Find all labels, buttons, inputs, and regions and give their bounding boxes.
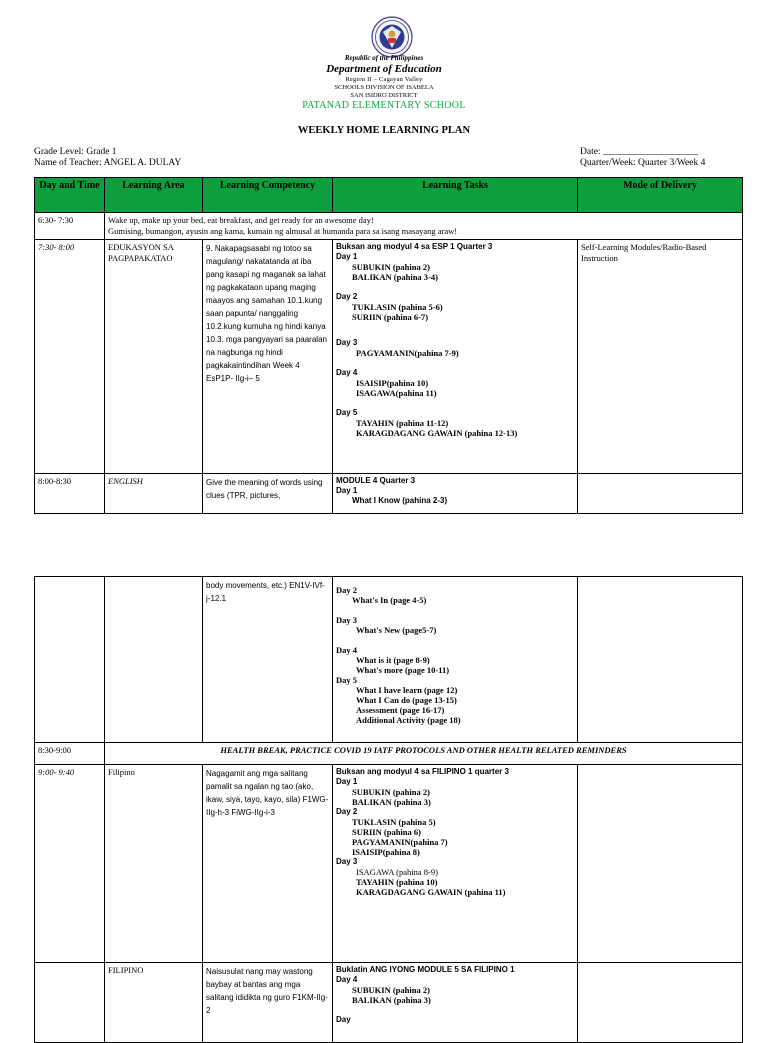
table-header-row: [35, 178, 743, 213]
table-row: [35, 240, 743, 474]
task-item: SURIIN (pahina 6-7): [352, 312, 429, 322]
row-time: 6:30- 7:30: [35, 213, 105, 240]
task-day: Day 5: [336, 408, 358, 417]
task-item: SURIIN (pahina 6): [352, 827, 421, 837]
row-competency: Give the meaning of words using clues (TPR, pictures,: [203, 474, 333, 514]
task-item: Additional Activity (page 18): [356, 715, 461, 725]
deped-seal-icon: [371, 16, 413, 58]
task-intro: Buklatin ANG IYONG MODULE 5 SA FILIPINO 1: [336, 965, 515, 974]
task-item: What I have learn (page 12): [356, 685, 458, 695]
teacher-name: Name of Teacher: ANGEL A. DULAY: [34, 158, 182, 168]
health-break-text: HEALTH BREAK, PRACTICE COVID 19 IATF PROTOCOLS AND OTHER HEALTH RELATED REMINDERS: [105, 743, 743, 765]
row-competency: Nagagamit ang mga salitang pamalit sa ngalan ng tao (ako, ikaw, siya, tayo, kayo, sila) F1WG-IIg-h-3 FiWG-IIg-i-3: [203, 765, 333, 963]
header-mode-of-delivery: Mode of Delivery: [578, 178, 743, 213]
row-delivery: Self-Learning Modules/Radio-Based Instruction: [578, 240, 743, 474]
row-tasks: [333, 474, 578, 514]
row-competency: 9. Nakapagsasabi ng totoo sa magulang/ nakatatanda at iba pang kasapi ng maganak sa lahat ng pagkakataon upang maging maayos ang samahan 10.1.kung saan papunta/ nanggaling 10.2.kung kumuha ng hindi kanya 10.3. mga pangyayari sa paaralan na nagbunga ng hindi pagkakaintindihan Week 4 EsP1P- IIg-i– 5: [203, 240, 333, 474]
task-item: Assessment (page 16-17): [356, 705, 445, 715]
row-delivery: [578, 765, 743, 963]
row-time: 8:30-9:00: [35, 743, 105, 765]
task-item: What's more (page 10-11): [356, 665, 450, 675]
row-area: ENGLISH: [105, 474, 203, 514]
table-row: [35, 963, 743, 1043]
row-area: EDUKASYON SA PAGPAPAKATAO: [105, 240, 203, 474]
task-item: BALIKAN (pahina 3): [352, 797, 431, 807]
page-title: WEEKLY HOME LEARNING PLAN: [297, 125, 471, 136]
district-label: SAN ISIDRO DISTRICT: [350, 92, 418, 99]
row-time: 8:00-8:30: [35, 474, 105, 514]
task-day: Day 3: [336, 338, 358, 347]
task-item: PAGYAMANIN(pahina 7-9): [356, 348, 459, 358]
task-item: ISAISIP(pahina 8): [352, 847, 420, 857]
task-item: ISAGAWA(pahina 11): [356, 388, 437, 398]
task-item: SUBUKIN (pahina 2): [352, 262, 430, 272]
task-item: What's In (page 4-5): [352, 595, 427, 605]
task-item: TAYAHIN (pahina 10): [356, 877, 438, 887]
task-day: Day 1: [336, 777, 358, 786]
task-day: Day 2: [336, 292, 358, 301]
header-learning-area: Learning Area: [105, 178, 203, 213]
row-delivery: [578, 474, 743, 514]
task-item: What is it (page 8-9): [356, 655, 430, 665]
task-intro: Buksan ang modyul 4 sa FILIPINO 1 quarter 3: [336, 767, 509, 776]
row-competency: body movements, etc.) EN1V-IVf-j-12.1: [203, 577, 333, 743]
table-row: [35, 765, 743, 963]
header-learning-tasks: Learning Tasks: [333, 178, 578, 213]
row-tasks: [333, 963, 578, 1043]
health-break-row: [35, 743, 743, 765]
task-item: SUBUKIN (pahina 2): [352, 985, 430, 995]
row-time: 7:30- 8:00: [35, 240, 105, 474]
task-item: What I Know (pahina 2-3): [352, 496, 448, 505]
row-area: [105, 577, 203, 743]
task-item: KARAGDAGANG GAWAIN (pahina 12-13): [356, 428, 518, 438]
department-label: Department of Education: [326, 63, 442, 75]
task-day: Day 4: [336, 975, 358, 984]
task-item: What I Can do (page 13-15): [356, 695, 457, 705]
task-day: Day 3: [336, 615, 358, 625]
task-day: Day 4: [336, 645, 358, 655]
task-item: KARAGDAGANG GAWAIN (pahina 11): [356, 887, 506, 897]
task-item: ISAGAWA (pahina 8-9): [356, 867, 438, 877]
row-time: 9:00- 9:40: [35, 765, 105, 963]
task-item: TUKLASIN (pahina 5): [352, 817, 436, 827]
task-item: ISAISIP(pahina 10): [356, 378, 429, 388]
task-intro: MODULE 4 Quarter 3: [336, 476, 416, 485]
grade-level: Grade Level: Grade 1: [34, 147, 117, 157]
task-intro: Buksan ang modyul 4 sa ESP 1 Quarter 3: [336, 242, 493, 251]
row-competency: Naisusulat nang may wastong baybay at bantas ang mga salitang ididikta ng guro F1KM-IIg-2: [203, 963, 333, 1043]
region-label: Region II – Cagayan Valley: [345, 76, 423, 83]
table-row: [35, 577, 743, 743]
row-area: FILIPINO: [105, 963, 203, 1043]
task-day: Day 4: [336, 368, 358, 377]
row-tasks: [333, 765, 578, 963]
plan-table-part1: [34, 177, 743, 514]
routine-cell: [105, 213, 743, 240]
task-item: What's New (page5-7): [356, 625, 437, 635]
date-field: Date: ____________________: [580, 147, 698, 157]
task-day: Day 3: [336, 857, 358, 866]
quarter-week: Quarter/Week: Quarter 3/Week 4: [580, 158, 706, 168]
task-day: Day 5: [336, 675, 358, 685]
republic-label: Republic of the Philippines: [344, 54, 424, 62]
task-item: SUBUKIN (pahina 2): [352, 787, 430, 797]
plan-table-part2: [34, 576, 743, 1043]
row-area: Filipino: [105, 765, 203, 963]
row-delivery: [578, 963, 743, 1043]
task-item: BALIKAN (pahina 3-4): [352, 272, 438, 282]
row-time: [35, 577, 105, 743]
task-day: Day 1: [336, 486, 358, 495]
task-day: Day 2: [336, 807, 358, 816]
task-item: PAGYAMANIN(pahina 7): [352, 837, 448, 847]
row-tasks: [333, 577, 578, 743]
task-day: Day 2: [336, 585, 358, 595]
task-day: Day 1: [336, 252, 358, 261]
routine-filipino: Gumising, bumangon, ayusin ang kama, kumain ng almusal at humanda para sa isang masayang araw!: [108, 226, 458, 236]
school-name: PATANAD ELEMENTARY SCHOOL: [302, 100, 466, 111]
table-row: [35, 474, 743, 514]
division-label: SCHOOLS DIVISION OF ISABELA: [334, 84, 434, 91]
task-item: BALIKAN (pahina 3): [352, 995, 431, 1005]
task-day: Day: [336, 1015, 351, 1024]
task-item: TAYAHIN (pahina 11-12): [356, 418, 449, 428]
row-time: [35, 963, 105, 1043]
row-delivery: [578, 577, 743, 743]
header-day-time: Day and Time: [35, 178, 105, 213]
table-row: [35, 213, 743, 240]
task-item: TUKLASIN (pahina 5-6): [352, 302, 443, 312]
routine-english: Wake up, make up your bed, eat breakfast, and get ready for an awesome day!: [108, 215, 374, 225]
header-learning-competency: Learning Competency: [203, 178, 333, 213]
row-tasks: [333, 240, 578, 474]
